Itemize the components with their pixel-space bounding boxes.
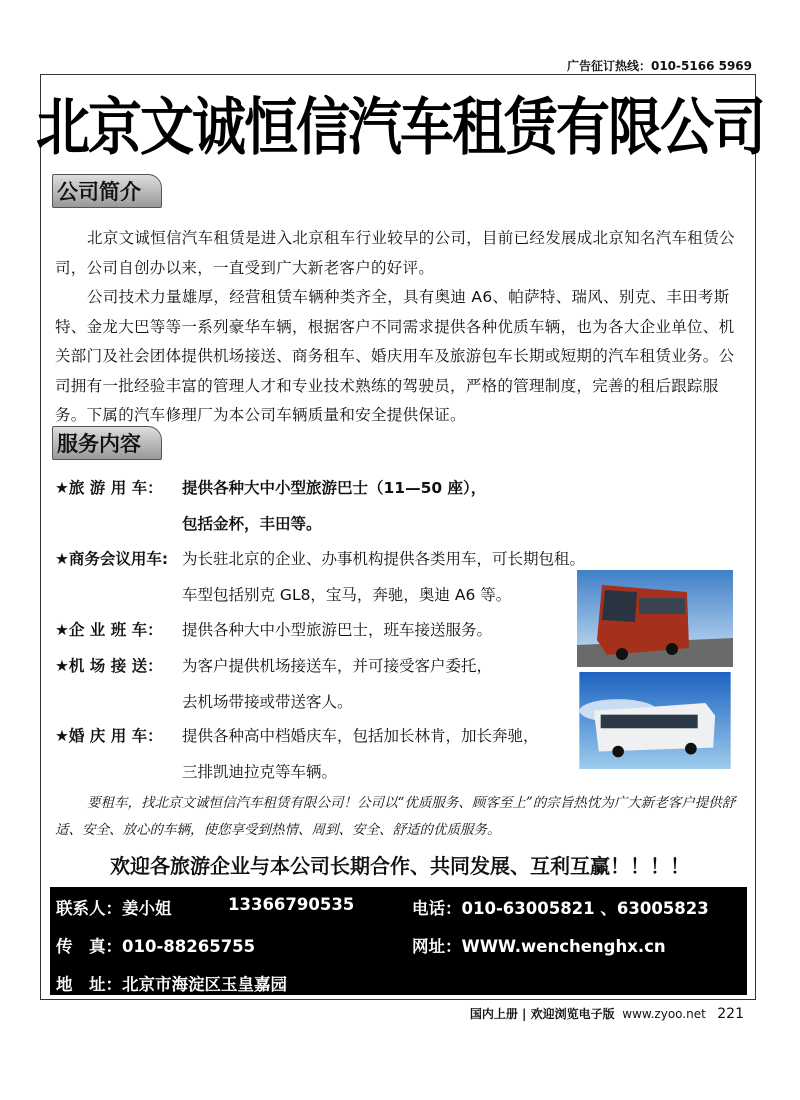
white-bus-photo bbox=[577, 672, 733, 769]
service-text: 提供各种大中小型旅游巴士，班车接送服务。 bbox=[182, 621, 493, 639]
service-label: ★机 场 接 送： bbox=[55, 657, 163, 675]
welcome-banner: 欢迎各旅游企业与本公司长期合作、共同发展、互利互赢！！！！ bbox=[110, 854, 690, 878]
service-text: 提供各种高中档婚庆车，包括加长林肯，加长奔驰， bbox=[182, 727, 539, 745]
contact-fax: 传 真：010-88265755 bbox=[56, 937, 256, 956]
page-number: 221 bbox=[717, 1006, 744, 1022]
ad-hotline: 广告征订热线：010-5166 5969 bbox=[566, 59, 752, 73]
contact-phone[interactable]: 电话：010-63005821 、63005823 bbox=[412, 899, 709, 918]
page-footer bbox=[470, 1005, 744, 1022]
contact-address: 地 址：北京市海淀区玉皇嘉园 bbox=[56, 975, 287, 994]
intro-paragraph-1: 北京文诚恒信汽车租赁是进入北京租车行业较早的公司，目前已经发展成北京知名汽车租赁公司，公司自创办以来，一直受到广大新老客户的好评。 bbox=[55, 229, 735, 277]
service-text: 车型包括别克 GL8，宝马，奔驰，奥迪 A6 等。 bbox=[182, 586, 512, 604]
service-label: ★商务会议用车: bbox=[55, 550, 169, 568]
service-text: 为客户提供机场接送车，并可接受客户委托， bbox=[182, 657, 493, 675]
service-label: ★旅 游 用 车： bbox=[55, 479, 163, 497]
contact-person: 联系人：姜小姐 bbox=[56, 899, 172, 918]
slogan-text: 要租车，找北京文诚恒信汽车租赁有限公司！公司以“优质服务、顾客至上”的宗旨热忱为广大新老客户提供舒适、安全、放心的车辆，使您享受到热情、周到、安全、舒适的优质服务。 bbox=[55, 795, 736, 838]
service-text: 包括金杯，丰田等。 bbox=[182, 515, 322, 533]
footer-section: 国内上册 | 欢迎浏览电子版 bbox=[469, 1007, 615, 1021]
section-tab-intro: 公司简介 bbox=[52, 174, 162, 208]
service-text: 去机场带接或带送客人。 bbox=[182, 693, 353, 711]
company-title: 北京文诚恒信汽车租赁有限公司 bbox=[36, 90, 764, 164]
intro-paragraph-2: 公司技术力量雄厚，经营租赁车辆种类齐全，具有奥迪 A6、帕萨特、瑞风、别克、丰田考斯特、金龙大巴等等一系列豪华车辆，根据客户不同需求提供各种优质车辆，也为各大企业单位、机关部门及社会团体提供机场接送、商务租车、婚庆用车及旅游包车长期或短期的汽车租赁业务。公司拥有一批经验丰富的管理人才和专业技术熟练的驾驶员，严格的管理制度，完善的租后跟踪服务。下属的汽车修理厂为本公司车辆质量和安全提供保证。 bbox=[55, 288, 735, 424]
service-text: 提供各种大中小型旅游巴士（11—50 座）， bbox=[182, 479, 487, 497]
red-bus-photo bbox=[577, 570, 733, 667]
contact-box bbox=[50, 887, 747, 995]
section-tab-services: 服务内容 bbox=[52, 426, 162, 460]
contact-mobile[interactable]: 13366790535 bbox=[228, 895, 355, 914]
service-text: 三排凯迪拉克等车辆。 bbox=[182, 763, 338, 781]
footer-url[interactable]: www.zyoo.net bbox=[622, 1007, 706, 1021]
service-text: 为长驻北京的企业、办事机构提供各类用车，可长期包租。 bbox=[182, 550, 586, 568]
service-label: ★企 业 班 车： bbox=[55, 621, 163, 639]
service-label: ★婚 庆 用 车： bbox=[55, 727, 163, 745]
contact-website[interactable]: 网址：WWW.wenchenghx.cn bbox=[412, 937, 666, 956]
